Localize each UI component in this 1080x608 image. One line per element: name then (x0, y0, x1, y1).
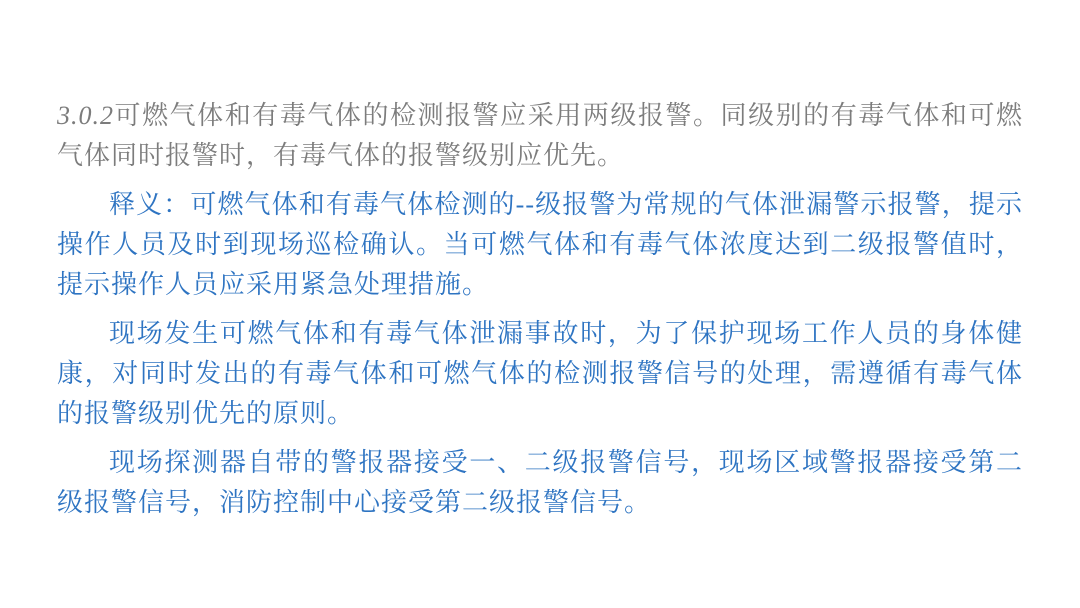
clause-3-0-2-paragraph: 3.0.2可燃气体和有毒气体的检测报警应采用两级报警。同级别的有毒气体和可燃气体同时报警时，有毒气体的报警级别应优先。 (57, 101, 1023, 170)
document-body (57, 96, 1023, 532)
annotation-paragraph-signal-routing: 现场探测器自带的警报器接受一、二级报警信号，现场区域警报器接受第二级报警信号，消防控制中心接受第二级报警信号。 (57, 448, 1023, 517)
annotation-paragraph-priority-rule: 现场发生可燃气体和有毒气体泄漏事故时，为了保护现场工作人员的身体健康，对同时发出的有毒气体和可燃气体的检测报警信号的处理，需遵循有毒气体的报警级别优先的原则。 (57, 319, 1023, 428)
annotation-paragraph-definition: 释义：可燃气体和有毒气体检测的--级报警为常规的气体泄漏警示报警，提示操作人员及时到现场巡检确认。当可燃气体和有毒气体浓度达到二级报警值时，提示操作人员应采用紧急处理措施。 (57, 190, 1023, 299)
